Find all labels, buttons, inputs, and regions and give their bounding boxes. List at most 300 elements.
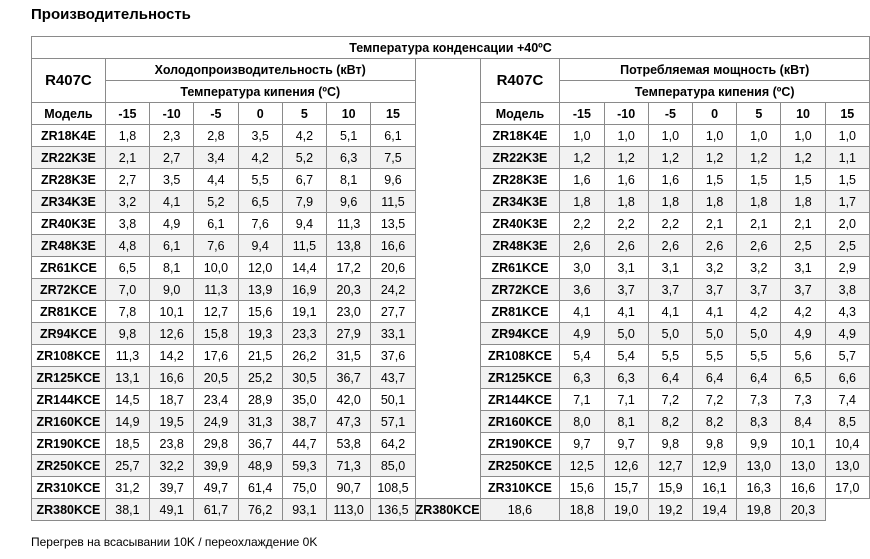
- cooling-value-cell: 4,2: [282, 125, 326, 147]
- power-value-cell: 5,6: [781, 345, 825, 367]
- cooling-value-cell: 5,5: [238, 169, 282, 191]
- power-value-cell: 2,6: [560, 235, 604, 257]
- power-model-cell: ZR310KCE: [480, 477, 560, 499]
- power-value-cell: 5,5: [737, 345, 781, 367]
- power-value-cell: 2,2: [648, 213, 692, 235]
- cooling-value-cell: 3,4: [194, 147, 238, 169]
- cooling-value-cell: 7,6: [194, 235, 238, 257]
- cooling-model-cell: ZR380KCE: [32, 499, 106, 521]
- power-model-cell: ZR22K3E: [480, 147, 560, 169]
- cooling-value-cell: 11,3: [105, 345, 149, 367]
- cooling-value-cell: 28,9: [238, 389, 282, 411]
- cooling-value-cell: 32,2: [150, 455, 194, 477]
- cooling-temp-column-header: 0: [238, 103, 282, 125]
- cooling-value-cell: 27,9: [327, 323, 371, 345]
- power-value-cell: 10,4: [825, 433, 869, 455]
- power-value-cell: 18,8: [560, 499, 604, 521]
- power-value-cell: 17,0: [825, 477, 869, 499]
- power-value-cell: 7,3: [737, 389, 781, 411]
- power-value-cell: 2,6: [737, 235, 781, 257]
- power-temp-column-header: -10: [604, 103, 648, 125]
- cooling-value-cell: 15,8: [194, 323, 238, 345]
- power-value-cell: 9,9: [737, 433, 781, 455]
- cooling-value-cell: 20,3: [327, 279, 371, 301]
- power-value-cell: 4,1: [648, 301, 692, 323]
- power-value-cell: 3,6: [560, 279, 604, 301]
- power-model-cell: ZR94KCE: [480, 323, 560, 345]
- cooling-model-cell: ZR61KCE: [32, 257, 106, 279]
- cooling-value-cell: 4,9: [150, 213, 194, 235]
- cooling-value-cell: 9,6: [371, 169, 415, 191]
- power-value-cell: 1,5: [737, 169, 781, 191]
- power-value-cell: 8,4: [781, 411, 825, 433]
- power-value-cell: 13,0: [825, 455, 869, 477]
- cooling-model-cell: ZR18K4E: [32, 125, 106, 147]
- power-model-cell: ZR125KCE: [480, 367, 560, 389]
- performance-table: [31, 36, 870, 521]
- cooling-value-cell: 76,2: [238, 499, 282, 521]
- cooling-value-cell: 39,9: [194, 455, 238, 477]
- power-value-cell: 1,6: [604, 169, 648, 191]
- cooling-value-cell: 24,2: [371, 279, 415, 301]
- power-model-cell: ZR108KCE: [480, 345, 560, 367]
- cooling-value-cell: 35,0: [282, 389, 326, 411]
- cooling-value-cell: 38,1: [105, 499, 149, 521]
- page-title: Производительность: [31, 6, 191, 23]
- power-value-cell: 12,7: [648, 455, 692, 477]
- power-value-cell: 1,2: [604, 147, 648, 169]
- cooling-value-cell: 2,7: [150, 147, 194, 169]
- power-value-cell: 6,4: [737, 367, 781, 389]
- power-value-cell: 12,6: [604, 455, 648, 477]
- cooling-value-cell: 3,8: [105, 213, 149, 235]
- cooling-value-cell: 12,0: [238, 257, 282, 279]
- power-value-cell: 13,0: [737, 455, 781, 477]
- cooling-value-cell: 8,1: [327, 169, 371, 191]
- power-value-cell: 2,1: [692, 213, 736, 235]
- power-value-cell: 2,6: [648, 235, 692, 257]
- cooling-model-cell: ZR94KCE: [32, 323, 106, 345]
- power-value-cell: 2,6: [692, 235, 736, 257]
- power-model-cell: ZR48K3E: [480, 235, 560, 257]
- cooling-value-cell: 3,2: [105, 191, 149, 213]
- cooling-value-cell: 57,1: [371, 411, 415, 433]
- cooling-value-cell: 33,1: [371, 323, 415, 345]
- table-gap: [415, 59, 480, 499]
- cooling-value-cell: 48,9: [238, 455, 282, 477]
- power-value-cell: 6,6: [825, 367, 869, 389]
- power-value-cell: 16,1: [692, 477, 736, 499]
- power-value-cell: 13,0: [781, 455, 825, 477]
- cooling-value-cell: 30,5: [282, 367, 326, 389]
- power-value-cell: 1,0: [781, 125, 825, 147]
- power-value-cell: 3,2: [692, 257, 736, 279]
- section-header-row: [32, 59, 870, 81]
- power-model-cell: ZR160KCE: [480, 411, 560, 433]
- power-value-cell: 2,0: [825, 213, 869, 235]
- cooling-value-cell: 36,7: [238, 433, 282, 455]
- cooling-value-cell: 25,7: [105, 455, 149, 477]
- cooling-model-cell: ZR125KCE: [32, 367, 106, 389]
- cooling-value-cell: 5,2: [194, 191, 238, 213]
- power-value-cell: 3,7: [692, 279, 736, 301]
- cooling-value-cell: 4,1: [150, 191, 194, 213]
- cooling-value-cell: 9,8: [105, 323, 149, 345]
- power-value-cell: 1,6: [648, 169, 692, 191]
- cooling-value-cell: 61,4: [238, 477, 282, 499]
- cooling-value-cell: 18,7: [150, 389, 194, 411]
- power-value-cell: 1,1: [825, 147, 869, 169]
- cooling-value-cell: 7,8: [105, 301, 149, 323]
- power-value-cell: 7,1: [560, 389, 604, 411]
- cooling-value-cell: 108,5: [371, 477, 415, 499]
- cooling-value-cell: 9,4: [238, 235, 282, 257]
- power-model-cell: ZR144KCE: [480, 389, 560, 411]
- cooling-value-cell: 12,7: [194, 301, 238, 323]
- cooling-value-cell: 21,5: [238, 345, 282, 367]
- cooling-value-cell: 49,1: [150, 499, 194, 521]
- power-value-cell: 5,0: [737, 323, 781, 345]
- cooling-model-cell: ZR144KCE: [32, 389, 106, 411]
- power-value-cell: 5,5: [692, 345, 736, 367]
- model-column-header: Модель: [32, 103, 106, 125]
- power-value-cell: 8,3: [737, 411, 781, 433]
- cooling-value-cell: 14,5: [105, 389, 149, 411]
- power-model-cell: ZR250KCE: [480, 455, 560, 477]
- power-value-cell: 1,5: [781, 169, 825, 191]
- cooling-value-cell: 20,6: [371, 257, 415, 279]
- cooling-model-cell: ZR40K3E: [32, 213, 106, 235]
- cooling-model-cell: ZR250KCE: [32, 455, 106, 477]
- power-value-cell: 4,2: [737, 301, 781, 323]
- power-value-cell: 4,9: [560, 323, 604, 345]
- cooling-value-cell: 85,0: [371, 455, 415, 477]
- cooling-value-cell: 23,0: [327, 301, 371, 323]
- cooling-value-cell: 18,5: [105, 433, 149, 455]
- power-value-cell: 5,4: [560, 345, 604, 367]
- cooling-value-cell: 7,0: [105, 279, 149, 301]
- cooling-value-cell: 4,8: [105, 235, 149, 257]
- power-value-cell: 2,1: [737, 213, 781, 235]
- power-value-cell: 4,9: [781, 323, 825, 345]
- power-value-cell: 3,7: [737, 279, 781, 301]
- power-value-cell: 1,0: [825, 125, 869, 147]
- cooling-value-cell: 37,6: [371, 345, 415, 367]
- power-value-cell: 7,3: [781, 389, 825, 411]
- cooling-value-cell: 6,1: [150, 235, 194, 257]
- cooling-value-cell: 3,5: [150, 169, 194, 191]
- cooling-value-cell: 16,9: [282, 279, 326, 301]
- power-value-cell: 2,9: [825, 257, 869, 279]
- power-value-cell: 4,3: [825, 301, 869, 323]
- power-value-cell: 1,2: [781, 147, 825, 169]
- cooling-value-cell: 53,8: [327, 433, 371, 455]
- cooling-model-cell: ZR22K3E: [32, 147, 106, 169]
- cooling-temp-column-header: -10: [150, 103, 194, 125]
- cooling-value-cell: 49,7: [194, 477, 238, 499]
- power-value-cell: 3,7: [781, 279, 825, 301]
- cooling-value-cell: 11,3: [327, 213, 371, 235]
- power-value-cell: 15,7: [604, 477, 648, 499]
- cooling-value-cell: 6,7: [282, 169, 326, 191]
- cooling-value-cell: 11,5: [371, 191, 415, 213]
- power-value-cell: 1,0: [604, 125, 648, 147]
- condensing-temp-header: Температура конденсации +40ºC: [32, 37, 870, 59]
- cooling-value-cell: 31,2: [105, 477, 149, 499]
- power-value-cell: 1,8: [737, 191, 781, 213]
- power-value-cell: 3,2: [737, 257, 781, 279]
- cooling-value-cell: 23,3: [282, 323, 326, 345]
- cooling-value-cell: 29,8: [194, 433, 238, 455]
- cooling-value-cell: 44,7: [282, 433, 326, 455]
- cooling-model-cell: ZR72KCE: [32, 279, 106, 301]
- power-model-cell: ZR81KCE: [480, 301, 560, 323]
- cooling-temp-column-header: 15: [371, 103, 415, 125]
- power-value-cell: 16,6: [781, 477, 825, 499]
- cooling-value-cell: 9,6: [327, 191, 371, 213]
- power-value-cell: 2,5: [781, 235, 825, 257]
- cooling-value-cell: 9,0: [150, 279, 194, 301]
- cooling-value-cell: 13,8: [327, 235, 371, 257]
- power-value-cell: 8,5: [825, 411, 869, 433]
- power-value-cell: 5,7: [825, 345, 869, 367]
- power-value-cell: 7,4: [825, 389, 869, 411]
- cooling-value-cell: 16,6: [371, 235, 415, 257]
- power-value-cell: 3,7: [648, 279, 692, 301]
- power-temp-column-header: -5: [648, 103, 692, 125]
- cooling-value-cell: 13,5: [371, 213, 415, 235]
- power-value-cell: 15,6: [560, 477, 604, 499]
- cooling-value-cell: 19,1: [282, 301, 326, 323]
- cooling-value-cell: 90,7: [327, 477, 371, 499]
- cooling-value-cell: 12,6: [150, 323, 194, 345]
- cooling-value-cell: 23,8: [150, 433, 194, 455]
- power-value-cell: 5,5: [648, 345, 692, 367]
- cooling-value-cell: 8,1: [150, 257, 194, 279]
- refrigerant-label-power: R407C: [480, 59, 560, 103]
- cooling-value-cell: 4,4: [194, 169, 238, 191]
- power-value-cell: 6,3: [604, 367, 648, 389]
- power-value-cell: 5,4: [604, 345, 648, 367]
- power-value-cell: 3,1: [604, 257, 648, 279]
- cooling-value-cell: 61,7: [194, 499, 238, 521]
- cooling-value-cell: 71,3: [327, 455, 371, 477]
- cooling-temp-column-header: -15: [105, 103, 149, 125]
- cooling-value-cell: 39,7: [150, 477, 194, 499]
- power-value-cell: 1,2: [560, 147, 604, 169]
- cooling-value-cell: 6,5: [238, 191, 282, 213]
- power-value-cell: 1,8: [604, 191, 648, 213]
- cooling-value-cell: 7,9: [282, 191, 326, 213]
- power-value-cell: 1,8: [648, 191, 692, 213]
- power-value-cell: 4,1: [692, 301, 736, 323]
- power-value-cell: 16,3: [737, 477, 781, 499]
- power-model-column-header: Модель: [480, 103, 560, 125]
- cooling-value-cell: 10,1: [150, 301, 194, 323]
- power-value-cell: 2,1: [781, 213, 825, 235]
- cooling-value-cell: 93,1: [282, 499, 326, 521]
- power-value-cell: 4,2: [781, 301, 825, 323]
- power-value-cell: 7,2: [692, 389, 736, 411]
- power-value-cell: 8,1: [604, 411, 648, 433]
- power-temp-column-header: -15: [560, 103, 604, 125]
- cooling-temp-column-header: -5: [194, 103, 238, 125]
- power-consumption-header: Потребляемая мощность (кВт): [560, 59, 870, 81]
- power-temp-column-header: 15: [825, 103, 869, 125]
- cooling-value-cell: 2,8: [194, 125, 238, 147]
- cooling-value-cell: 15,6: [238, 301, 282, 323]
- power-model-cell: ZR190KCE: [480, 433, 560, 455]
- cooling-value-cell: 75,0: [282, 477, 326, 499]
- cooling-value-cell: 7,6: [238, 213, 282, 235]
- power-value-cell: 1,6: [560, 169, 604, 191]
- power-value-cell: 1,5: [692, 169, 736, 191]
- power-value-cell: 2,6: [604, 235, 648, 257]
- cooling-value-cell: 20,5: [194, 367, 238, 389]
- cooling-value-cell: 3,5: [238, 125, 282, 147]
- cooling-value-cell: 2,3: [150, 125, 194, 147]
- power-temp-column-header: 10: [781, 103, 825, 125]
- cooling-value-cell: 50,1: [371, 389, 415, 411]
- power-value-cell: 1,2: [737, 147, 781, 169]
- table-row: [32, 499, 870, 521]
- power-value-cell: 2,5: [825, 235, 869, 257]
- cooling-value-cell: 19,3: [238, 323, 282, 345]
- power-value-cell: 2,2: [604, 213, 648, 235]
- power-value-cell: 7,1: [604, 389, 648, 411]
- cooling-value-cell: 4,2: [238, 147, 282, 169]
- cooling-value-cell: 14,4: [282, 257, 326, 279]
- power-value-cell: 19,2: [648, 499, 692, 521]
- cooling-value-cell: 2,1: [105, 147, 149, 169]
- cooling-value-cell: 17,2: [327, 257, 371, 279]
- cooling-model-cell: ZR108KCE: [32, 345, 106, 367]
- power-value-cell: 19,4: [692, 499, 736, 521]
- power-value-cell: 18,6: [480, 499, 560, 521]
- cooling-value-cell: 10,0: [194, 257, 238, 279]
- footnote: Перегрев на всасывании 10K / переохлаждение 0K: [31, 535, 318, 549]
- power-temp-column-header: 5: [737, 103, 781, 125]
- power-value-cell: 1,8: [560, 191, 604, 213]
- power-model-cell: ZR40K3E: [480, 213, 560, 235]
- power-value-cell: 3,1: [781, 257, 825, 279]
- cooling-value-cell: 14,2: [150, 345, 194, 367]
- power-value-cell: 12,9: [692, 455, 736, 477]
- power-value-cell: 4,1: [560, 301, 604, 323]
- cooling-value-cell: 31,3: [238, 411, 282, 433]
- condensing-header-row: [32, 37, 870, 59]
- cooling-model-cell: ZR81KCE: [32, 301, 106, 323]
- cooling-value-cell: 5,1: [327, 125, 371, 147]
- cooling-value-cell: 5,2: [282, 147, 326, 169]
- cooling-value-cell: 136,5: [371, 499, 415, 521]
- power-value-cell: 2,2: [560, 213, 604, 235]
- power-value-cell: 12,5: [560, 455, 604, 477]
- power-value-cell: 1,7: [825, 191, 869, 213]
- cooling-evap-temp-label: Температура кипения (ºC): [105, 81, 415, 103]
- cooling-value-cell: 2,7: [105, 169, 149, 191]
- cooling-value-cell: 26,2: [282, 345, 326, 367]
- cooling-model-cell: ZR310KCE: [32, 477, 106, 499]
- power-value-cell: 9,8: [648, 433, 692, 455]
- cooling-value-cell: 13,9: [238, 279, 282, 301]
- power-value-cell: 6,5: [781, 367, 825, 389]
- power-value-cell: 19,0: [604, 499, 648, 521]
- cooling-capacity-header: Холодопроизводительность (кВт): [105, 59, 415, 81]
- power-value-cell: 1,2: [648, 147, 692, 169]
- cooling-value-cell: 11,3: [194, 279, 238, 301]
- cooling-value-cell: 13,1: [105, 367, 149, 389]
- cooling-value-cell: 43,7: [371, 367, 415, 389]
- power-value-cell: 1,5: [825, 169, 869, 191]
- cooling-value-cell: 38,7: [282, 411, 326, 433]
- cooling-value-cell: 42,0: [327, 389, 371, 411]
- power-model-cell: ZR28K3E: [480, 169, 560, 191]
- power-value-cell: 5,0: [648, 323, 692, 345]
- power-value-cell: 10,1: [781, 433, 825, 455]
- cooling-value-cell: 16,6: [150, 367, 194, 389]
- cooling-model-cell: ZR190KCE: [32, 433, 106, 455]
- power-value-cell: 5,0: [692, 323, 736, 345]
- power-value-cell: 1,0: [648, 125, 692, 147]
- cooling-value-cell: 24,9: [194, 411, 238, 433]
- power-value-cell: 3,1: [648, 257, 692, 279]
- cooling-value-cell: 27,7: [371, 301, 415, 323]
- power-temp-column-header: 0: [692, 103, 736, 125]
- cooling-value-cell: 14,9: [105, 411, 149, 433]
- power-value-cell: 7,2: [648, 389, 692, 411]
- cooling-value-cell: 31,5: [327, 345, 371, 367]
- power-value-cell: 1,0: [737, 125, 781, 147]
- power-value-cell: 9,7: [604, 433, 648, 455]
- power-model-cell: ZR72KCE: [480, 279, 560, 301]
- cooling-value-cell: 113,0: [327, 499, 371, 521]
- power-value-cell: 6,4: [648, 367, 692, 389]
- power-value-cell: 3,8: [825, 279, 869, 301]
- power-value-cell: 5,0: [604, 323, 648, 345]
- cooling-value-cell: 6,3: [327, 147, 371, 169]
- power-value-cell: 20,3: [781, 499, 825, 521]
- power-value-cell: 1,8: [692, 191, 736, 213]
- power-model-cell: ZR61KCE: [480, 257, 560, 279]
- cooling-value-cell: 6,5: [105, 257, 149, 279]
- cooling-model-cell: ZR160KCE: [32, 411, 106, 433]
- power-value-cell: 15,9: [648, 477, 692, 499]
- cooling-value-cell: 59,3: [282, 455, 326, 477]
- cooling-value-cell: 23,4: [194, 389, 238, 411]
- cooling-value-cell: 36,7: [327, 367, 371, 389]
- power-value-cell: 3,7: [604, 279, 648, 301]
- cooling-temp-column-header: 10: [327, 103, 371, 125]
- cooling-model-cell: ZR48K3E: [32, 235, 106, 257]
- power-value-cell: 1,2: [692, 147, 736, 169]
- refrigerant-label-cooling: R407C: [32, 59, 106, 103]
- cooling-value-cell: 19,5: [150, 411, 194, 433]
- cooling-value-cell: 64,2: [371, 433, 415, 455]
- cooling-value-cell: 6,1: [194, 213, 238, 235]
- power-value-cell: 8,0: [560, 411, 604, 433]
- power-value-cell: 1,8: [781, 191, 825, 213]
- power-model-cell: ZR18K4E: [480, 125, 560, 147]
- power-value-cell: 1,0: [560, 125, 604, 147]
- cooling-value-cell: 1,8: [105, 125, 149, 147]
- cooling-model-cell: ZR34K3E: [32, 191, 106, 213]
- power-value-cell: 8,2: [692, 411, 736, 433]
- cooling-value-cell: 17,6: [194, 345, 238, 367]
- cooling-value-cell: 6,1: [371, 125, 415, 147]
- power-value-cell: 4,1: [604, 301, 648, 323]
- power-value-cell: 9,8: [692, 433, 736, 455]
